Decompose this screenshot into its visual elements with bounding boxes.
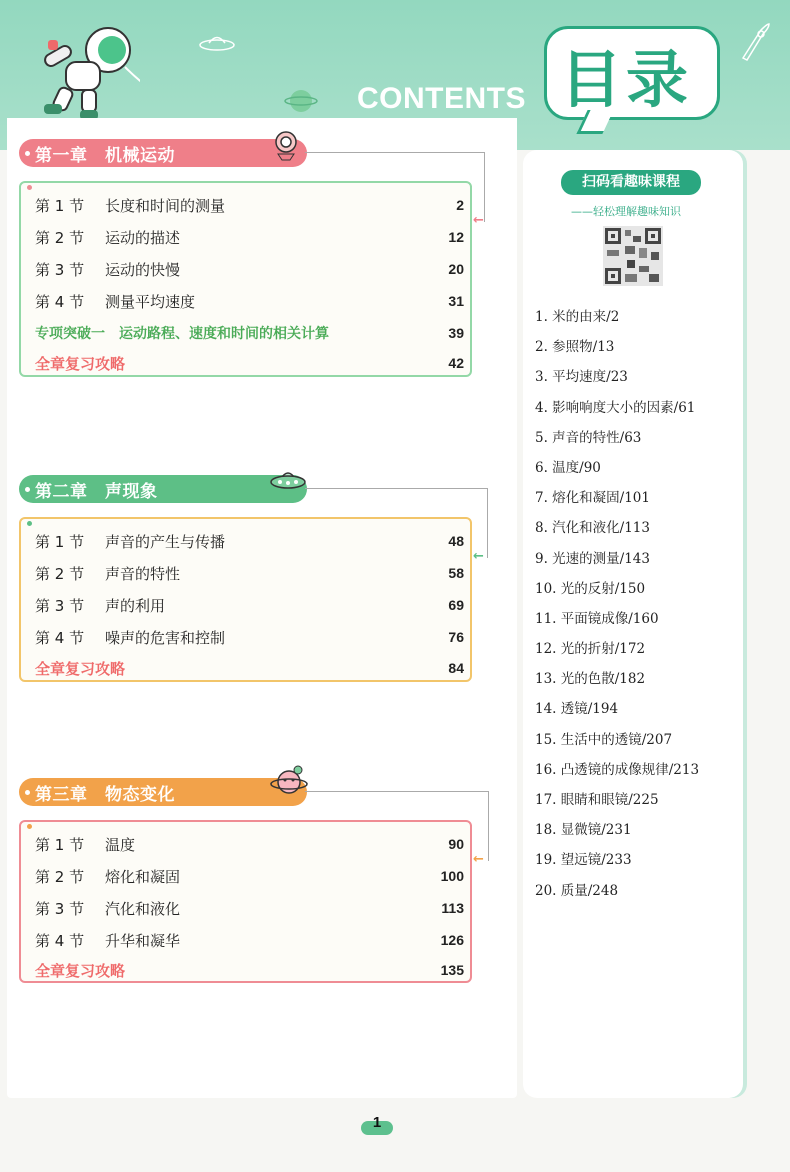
review-page: 42 [448,355,464,371]
toc-row[interactable] [35,559,464,587]
section-page: 69 [448,597,464,613]
section-page: 48 [448,533,464,549]
toc-row[interactable] [35,862,464,890]
section-page: 90 [448,836,464,852]
toc-row[interactable] [35,223,464,251]
list-item[interactable]: 20. 质量/248 [535,882,619,899]
toc-row[interactable] [35,287,464,315]
list-item[interactable]: 2. 参照物/13 [535,339,615,356]
list-item[interactable]: 6. 温度/90 [535,459,601,476]
page-title: 目录 [560,43,693,116]
chapter-3-title: 第三章 物态变化 [35,784,175,805]
review-row[interactable] [35,956,464,984]
list-item[interactable]: 3. 平均速度/23 [535,369,628,386]
page-number: 1 [372,1114,382,1131]
section-number: 第 1 节 [35,835,85,854]
section-title: 声的利用 [105,596,166,615]
section-title: 噪声的危害和控制 [105,628,226,647]
list-item[interactable]: 1. 米的由来/2 [535,309,620,325]
special-topic-page: 39 [448,325,464,341]
list-item[interactable]: 7. 熔化和凝固/101 [535,490,650,507]
section-title: 测量平均速度 [105,292,196,311]
qr-code-icon[interactable] [603,226,663,286]
chapter-1-arrow: ← [473,213,484,228]
list-item[interactable]: 12. 光的折射/172 [535,641,646,658]
tab-dot [25,790,30,795]
ufo-icon [198,30,236,54]
section-number: 第 4 节 [35,292,85,311]
toc-row[interactable] [35,255,464,283]
toc-row[interactable] [35,623,464,651]
chapter-1-title: 第一章 机械运动 [35,145,175,166]
section-page: 2 [456,197,464,213]
list-item[interactable]: 16. 凸透镜的成像规律/213 [535,761,700,778]
list-item[interactable]: 4. 影响响度大小的因素/61 [535,399,696,416]
toc-row[interactable] [35,591,464,619]
box-dot [27,185,32,190]
qr-panel-title: 扫码看趣味课程 [561,170,701,195]
chapter-3-arrow: ← [473,852,484,867]
chapter-2-tab[interactable] [19,475,307,503]
toc-row[interactable] [35,894,464,922]
list-item[interactable]: 17. 眼睛和眼镜/225 [535,792,659,808]
list-item[interactable]: 15. 生活中的透镜/207 [535,731,673,748]
section-page: 31 [448,293,464,309]
toc-row[interactable] [35,830,464,858]
section-title: 运动的快慢 [105,260,181,279]
contents-heading: CONTENTS [357,82,526,115]
section-title: 汽化和液化 [105,899,181,918]
chapter-1-tab[interactable] [19,139,307,167]
section-number: 第 4 节 [35,628,85,647]
section-page: 126 [440,932,464,948]
section-title: 声音的产生与传播 [105,532,226,551]
list-item[interactable]: 5. 声音的特性/63 [535,429,642,446]
chapter-2-arrow: ← [473,549,484,564]
section-title: 声音的特性 [105,564,181,583]
tab-dot [25,151,30,156]
chapter-2-title: 第二章 声现象 [35,481,158,502]
toc-row[interactable] [35,191,464,219]
review-title: 全章复习攻略 [35,659,126,678]
section-number: 第 2 节 [35,564,85,583]
review-title: 全章复习攻略 [35,354,126,373]
section-number: 第 4 节 [35,931,85,950]
box-dot [27,824,32,829]
section-number: 第 1 节 [35,532,85,551]
chapter-2-box [19,517,472,682]
list-item[interactable]: 18. 显微镜/231 [535,822,632,839]
section-number: 第 2 节 [35,228,85,247]
list-item[interactable]: 11. 平面镜成像/160 [535,610,659,627]
list-item[interactable]: 14. 透镜/194 [535,701,619,718]
section-title: 熔化和凝固 [105,867,181,886]
list-item[interactable]: 19. 望远镜/233 [535,852,632,869]
qr-panel-subtitle: ——轻松理解趣味知识 [571,205,681,218]
review-row[interactable] [35,654,464,682]
toc-row[interactable] [35,926,464,954]
review-page: 84 [448,660,464,676]
chapter-3-tab[interactable] [19,778,307,806]
toc-row[interactable] [35,527,464,555]
list-item[interactable]: 8. 汽化和液化/113 [535,520,650,537]
section-page: 12 [448,229,464,245]
section-number: 第 3 节 [35,899,85,918]
special-topic-row[interactable] [35,319,464,347]
tab-dot [25,487,30,492]
section-number: 第 3 节 [35,260,85,279]
section-title: 长度和时间的测量 [105,196,226,215]
robot-ship-icon [270,128,304,162]
section-number: 第 2 节 [35,867,85,886]
section-title: 温度 [105,835,136,854]
astronaut-icon [30,12,140,122]
planet-character-icon [270,764,308,800]
review-page: 135 [440,962,464,978]
section-page: 113 [441,900,464,916]
box-dot [27,521,32,526]
rocket-icon [733,18,773,68]
section-page: 76 [448,629,464,645]
planet-icon [284,86,318,116]
ufo-icon [268,462,308,496]
section-number: 第 1 节 [35,196,85,215]
section-page: 100 [440,868,464,884]
section-number: 第 3 节 [35,596,85,615]
list-item[interactable]: 10. 光的反射/150 [535,580,646,597]
video-list [535,302,735,906]
chapter-3-box [19,820,472,983]
section-page: 58 [448,565,464,581]
review-title: 全章复习攻略 [35,961,126,980]
chapter-1-box [19,181,472,377]
review-row[interactable] [35,349,464,377]
section-title: 运动的描述 [105,228,181,247]
list-item[interactable]: 13. 光的色散/182 [535,671,646,688]
list-item[interactable]: 9. 光速的测量/143 [535,550,650,567]
section-title: 升华和凝华 [105,931,181,950]
section-page: 20 [448,261,464,277]
special-topic-title: 专项突破一 运动路程、速度和时间的相关计算 [35,326,329,342]
